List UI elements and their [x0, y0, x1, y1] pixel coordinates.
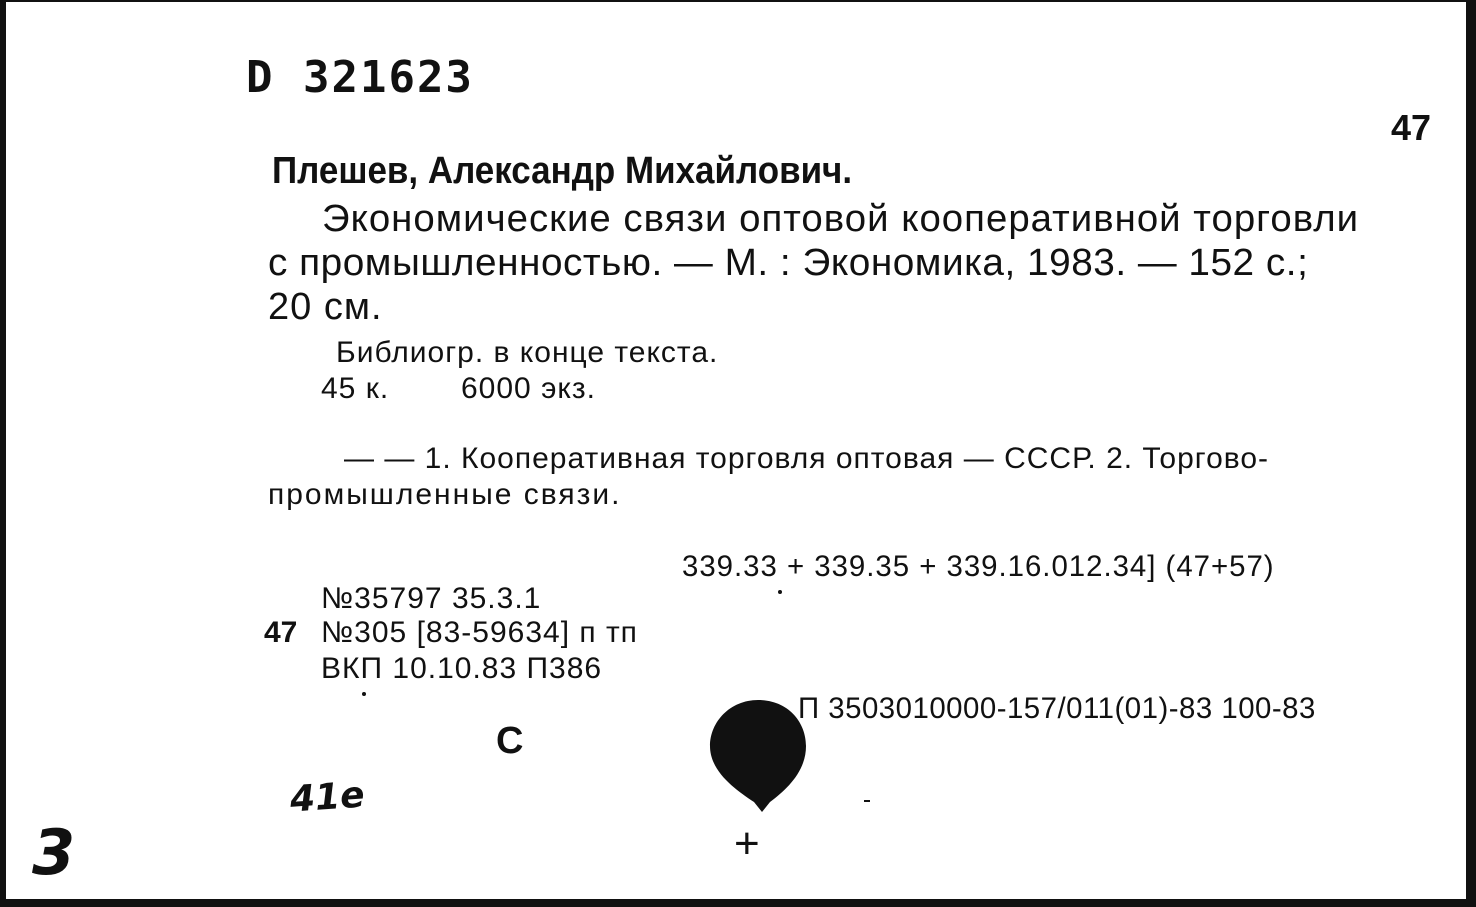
record-number-3: ВКП 10.10.83 П386	[321, 652, 603, 685]
record-prefix: 47	[264, 616, 298, 649]
publisher-code: П 3503010000-157/011(01)-83 100-83	[798, 692, 1316, 725]
handwritten-mark: 41e	[288, 774, 366, 821]
subjects-line-2: промышленные связи.	[268, 478, 622, 511]
author-heading: Плешев, Александр Михайлович.	[272, 150, 853, 192]
inventory-number: D 321623	[246, 52, 474, 103]
subjects-line-1: — — 1. Кооперативная торговля оптовая — СССР. 2. Торгово-	[344, 442, 1270, 475]
hole-plus-mark: +	[734, 819, 760, 868]
speck	[864, 800, 870, 802]
corner-number: 47	[1391, 107, 1432, 148]
record-number-1: №35797 35.3.1	[321, 582, 542, 615]
title-line-1: Экономические связи оптовой кооперативной торговли	[322, 198, 1360, 240]
title-line-2: с промышленностью. — М. : Экономика, 1983. — 152 с.;	[268, 242, 1309, 284]
bibliography-note: Библиогр. в конце текста.	[336, 336, 719, 369]
record-number-2: №305 [83-59634] п тп	[321, 616, 638, 649]
card-punch-hole	[706, 694, 816, 824]
title-line-3: 20 см.	[268, 286, 383, 328]
speck	[362, 692, 366, 696]
price: 45 к.	[321, 372, 390, 405]
classification-index: 339.33 + 339.35 + 339.16.012.34] (47+57)	[682, 550, 1275, 583]
handwritten-corner-digit: 3	[32, 816, 76, 889]
speck	[778, 590, 782, 594]
letter-mark: С	[496, 720, 524, 762]
print-run: 6000 экз.	[461, 372, 596, 405]
